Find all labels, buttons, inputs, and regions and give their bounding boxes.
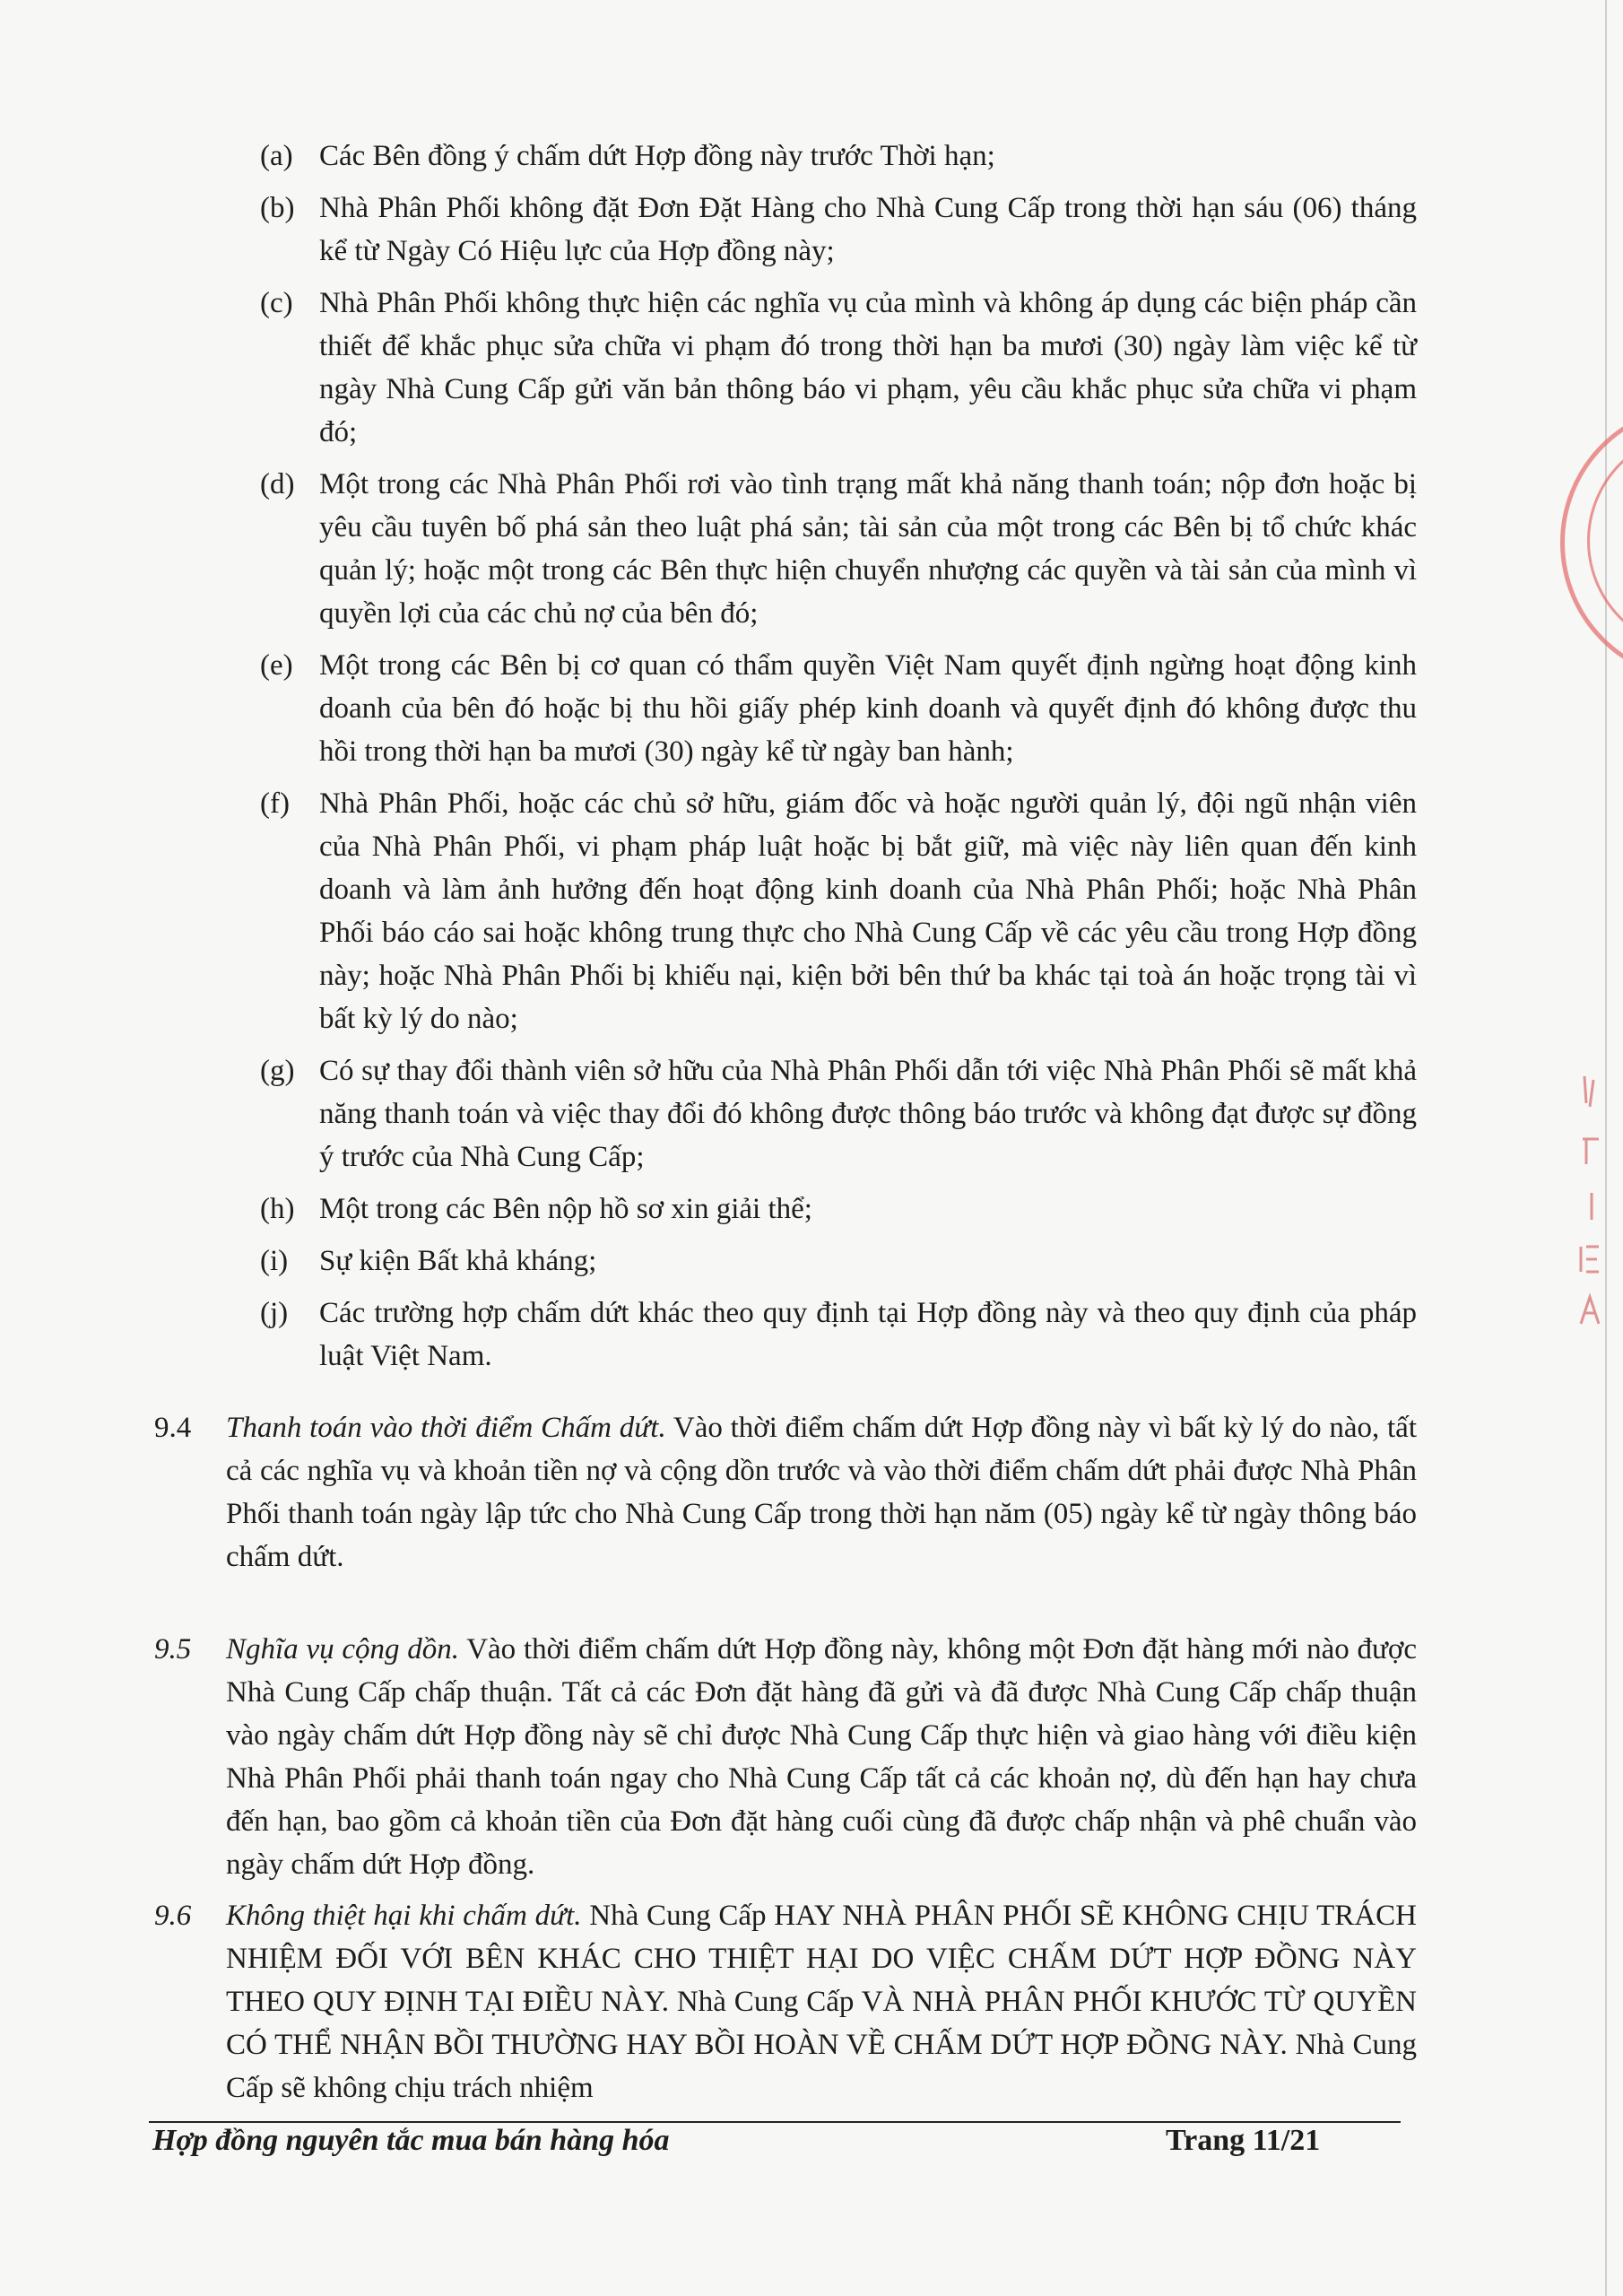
item-label: (d) xyxy=(260,468,295,500)
list-item xyxy=(260,282,1417,454)
item-label: (g) xyxy=(260,1055,295,1087)
clause-text: Nhà Cung Cấp HAY NHÀ PHÂN PHỐI SẼ KHÔNG CHỊU TRÁCH NHIỆM ĐỐI VỚI BÊN KHÁC CHO THIỆT HẠI DO VIỆC CHẤM DỨT HỢP ĐỒNG NÀY THEO QUY ĐỊNH TẠI ĐIỀU NÀY. Nhà Cung Cấp VÀ NHÀ PHÂN PHỐI KHƯỚC TỪ QUYỀN CÓ THỂ NHẬN BỒI THƯỜNG HAY BỒI HOÀN VỀ CHẤM DỨT HỢP ĐỒNG NÀY. Nhà Cung Cấp sẽ không chịu trách nhiệm xyxy=(226,1900,1417,2104)
clause-9-6 xyxy=(154,1894,1417,2109)
clause-9-5 xyxy=(154,1628,1417,1886)
item-label: (f) xyxy=(260,787,290,820)
footer-title: Hợp đồng nguyên tắc mua bán hàng hóa xyxy=(152,2124,670,2157)
clause-number: 9.6 xyxy=(154,1900,192,1932)
clause-body xyxy=(226,1894,1417,2109)
footer-divider xyxy=(149,2121,1401,2123)
list-item xyxy=(260,135,1417,178)
seal-fragment-marks xyxy=(1574,1067,1610,1363)
clause-text: Vào thời điểm chấm dứt Hợp đồng này vì bất kỳ lý do nào, tất cả các nghĩa vụ và khoản tiền nợ và cộng dồn trước và vào thời điểm chấm dứt phải được Nhà Phân Phối thanh toán ngày lập tức cho Nhà Cung Cấp trong thời hạn năm (05) ngày kể từ ngày thông báo chấm dứt. xyxy=(226,1412,1417,1573)
item-text: Nhà Phân Phối, hoặc các chủ sở hữu, giám đốc và hoặc người quản lý, đội ngũ nhận viên của Nhà Phân Phối, vi phạm pháp luật hoặc bị bắt giữ, mà việc này liên quan đến kinh doanh và làm ảnh hưởng đến hoạt động kinh doanh của Nhà Phân Phối; hoặc Nhà Phân Phối báo cáo sai hoặc không trung thực cho Nhà Cung Cấp về các yêu cầu trong Hợp đồng này; hoặc Nhà Phân Phối bị khiếu nại, kiện bởi bên thứ ba khác tại toà án hoặc trọng tài vì bất kỳ lý do nào; xyxy=(319,787,1417,1035)
clause-text: Vào thời điểm chấm dứt Hợp đồng này, không một Đơn đặt hàng mới nào được Nhà Cung Cấp chấp thuận. Tất cả các Đơn đặt hàng đã gửi và đã được Nhà Cung Cấp chấp thuận vào ngày chấm dứt Hợp đồng này sẽ chỉ được Nhà Cung Cấp thực hiện và giao hàng với điều kiện Nhà Phân Phối phải thanh toán ngay cho Nhà Cung Cấp tất cả các khoản nợ, dù đến hạn hay chưa đến hạn, bao gồm cả khoản tiền của Đơn đặt hàng cuối cùng đã được chấp nhận và phê chuẩn vào ngày chấm dứt Hợp đồng. xyxy=(226,1633,1417,1881)
list-item xyxy=(260,782,1417,1040)
clause-number: 9.4 xyxy=(154,1412,192,1444)
clause-body xyxy=(226,1406,1417,1578)
list-item xyxy=(260,1292,1417,1378)
item-text: Một trong các Bên nộp hồ sơ xin giải thể; xyxy=(319,1193,812,1225)
item-text: Sự kiện Bất khả kháng; xyxy=(319,1245,597,1277)
list-item xyxy=(260,644,1417,773)
clause-title: Thanh toán vào thời điểm Chấm dứt. xyxy=(226,1412,666,1444)
clause-body xyxy=(226,1628,1417,1886)
list-item xyxy=(260,187,1417,273)
item-label: (a) xyxy=(260,140,293,172)
company-seal-icon xyxy=(1524,404,1623,700)
list-item xyxy=(260,463,1417,635)
item-text: Một trong các Bên bị cơ quan có thẩm quyền Việt Nam quyết định ngừng hoạt động kinh doanh của bên đó hoặc bị thu hồi giấy phép kinh doanh và quyết định đó không được thu hồi trong thời hạn ba mươi (30) ngày kể từ ngày ban hành; xyxy=(319,649,1417,768)
item-label: (c) xyxy=(260,287,293,319)
item-label: (i) xyxy=(260,1245,289,1277)
list-item xyxy=(260,1049,1417,1178)
clause-title: Nghĩa vụ cộng dồn. xyxy=(226,1633,460,1665)
termination-cases-list xyxy=(260,135,1417,1387)
item-text: Các trường hợp chấm dứt khác theo quy định tại Hợp đồng này và theo quy định của pháp luật Việt Nam. xyxy=(319,1297,1417,1372)
page-number: Trang 11/21 xyxy=(1166,2124,1321,2157)
item-label: (j) xyxy=(260,1297,289,1329)
clause-title: Không thiệt hại khi chấm dứt. xyxy=(226,1900,582,1932)
clause-9-4 xyxy=(154,1406,1417,1578)
item-label: (h) xyxy=(260,1193,295,1225)
item-label: (b) xyxy=(260,192,295,224)
item-label: (e) xyxy=(260,649,293,682)
item-text: Các Bên đồng ý chấm dứt Hợp đồng này trước Thời hạn; xyxy=(319,140,995,172)
item-text: Có sự thay đổi thành viên sở hữu của Nhà Phân Phối dẫn tới việc Nhà Phân Phối sẽ mất khả năng thanh toán và việc thay đổi đó không được thông báo trước và không đạt được sự đồng ý trước của Nhà Cung Cấp; xyxy=(319,1055,1417,1173)
item-text: Một trong các Nhà Phân Phối rơi vào tình trạng mất khả năng thanh toán; nộp đơn hoặc bị yêu cầu tuyên bố phá sản theo luật phá sản; tài sản của một trong các Bên bị tổ chức khác quản lý; hoặc một trong các Bên thực hiện chuyển nhượng các quyền và tài sản của mình vì quyền lợi của các chủ nợ của bên đó; xyxy=(319,468,1417,630)
item-text: Nhà Phân Phối không đặt Đơn Đặt Hàng cho Nhà Cung Cấp trong thời hạn sáu (06) tháng kể từ Ngày Có Hiệu lực của Hợp đồng này; xyxy=(319,192,1417,267)
clause-number: 9.5 xyxy=(154,1633,192,1665)
seal-fragment-icon xyxy=(1574,1067,1610,1363)
list-item xyxy=(260,1187,1417,1231)
item-text: Nhà Phân Phối không thực hiện các nghĩa vụ của mình và không áp dụng các biện pháp cần thiết để khắc phục sửa chữa vi phạm đó trong thời hạn ba mươi (30) ngày làm việc kể từ ngày Nhà Cung Cấp gửi văn bản thông báo vi phạm, yêu cầu khắc phục sửa chữa vi phạm đó; xyxy=(319,287,1417,448)
list-item xyxy=(260,1239,1417,1283)
